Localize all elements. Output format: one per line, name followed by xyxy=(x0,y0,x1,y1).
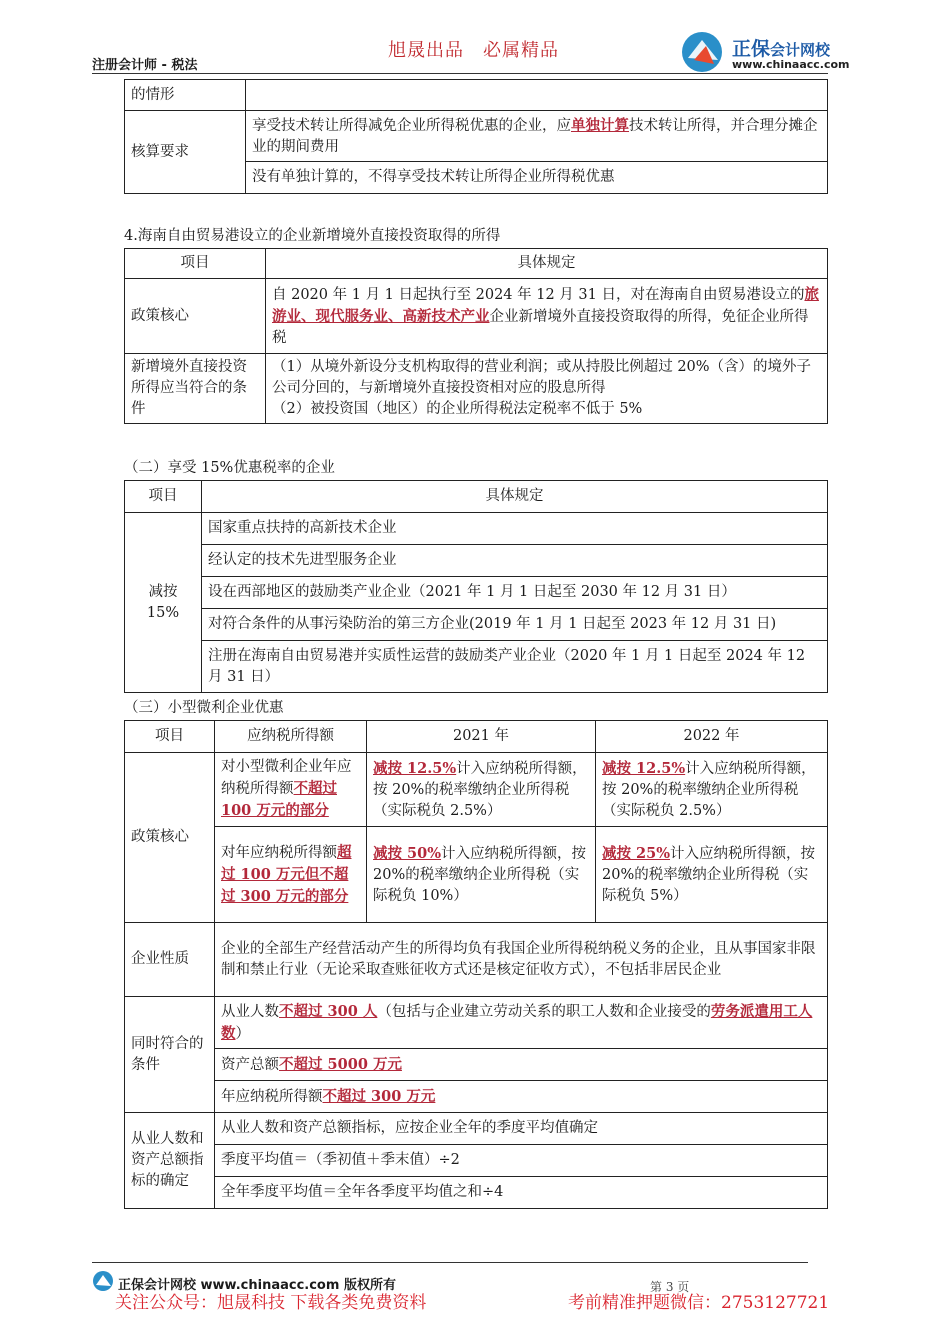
table-cell: 对符合条件的从事污染防治的第三方企业(2019 年 1 月 1 日起至 2023 年 12 月 31 日) xyxy=(202,609,828,641)
chinaacc-logo-icon xyxy=(680,30,730,74)
table-cell: 季度平均值＝（季初值＋季末值）÷2 xyxy=(215,1145,828,1177)
promo-left: 关注公众号：旭晟科技 下载各类免费资料 xyxy=(115,1293,427,1313)
table-cell: 国家重点扶持的高新技术企业 xyxy=(202,513,828,545)
table-cell: 享受技术转让所得减免企业所得税优惠的企业，应单独计算技术转让所得，并合理分摊企业的期间费用 xyxy=(246,111,828,162)
small-enterprise-table xyxy=(124,720,828,1209)
table-cell: 从业人数不超过 300 人（包括与企业建立劳动关系的职工人数和企业接受的劳务派遣用工人数） xyxy=(215,997,828,1049)
table-cell: 年应纳税所得额不超过 300 万元 xyxy=(215,1081,828,1113)
footer-divider xyxy=(92,1262,808,1263)
table-cell: 减按 25%计入应纳税所得额，按 20%的税率缴纳企业所得税（实际税负 5%） xyxy=(596,827,828,923)
table-cell: 减按 12.5%计入应纳税所得额，按 20%的税率缴纳企业所得税（实际税负 2.5%） xyxy=(367,753,596,827)
column-header: 2022 年 xyxy=(596,721,828,753)
column-header: 具体规定 xyxy=(202,481,828,513)
row-label: 新增境外直接投资所得应当符合的条件 xyxy=(125,354,266,424)
table-cell: 对小型微利企业年应纳税所得额不超过 100 万元的部分 xyxy=(215,753,367,827)
row-label: 的情形 xyxy=(125,80,246,111)
column-header: 项目 xyxy=(125,481,202,513)
column-header: 具体规定 xyxy=(266,249,828,279)
table-cell: 从业人数和资产总额指标，应按企业全年的季度平均值确定 xyxy=(215,1113,828,1145)
logo-url: www.chinaacc.com xyxy=(732,58,850,71)
table-cell: 减按 50%计入应纳税所得额，按 20%的税率缴纳企业所得税（实际税负 10%） xyxy=(367,827,596,923)
row-label: 企业性质 xyxy=(125,923,215,997)
section-caption: （三）小型微利企业优惠 xyxy=(124,700,284,716)
column-header: 项目 xyxy=(125,721,215,753)
row-label: 政策核心 xyxy=(125,279,266,354)
row-label: 政策核心 xyxy=(125,753,215,923)
rate-15-table xyxy=(124,480,828,693)
row-label: 减按 15% xyxy=(125,513,202,693)
row-label: 从业人数和资产总额指标的确定 xyxy=(125,1113,215,1209)
hainan-table xyxy=(124,248,828,424)
table-cell: 没有单独计算的，不得享受技术转让所得企业所得税优惠 xyxy=(246,162,828,194)
table-cell: 对年应纳税所得额超过 100 万元但不超过 300 万元的部分 xyxy=(215,827,367,923)
table-cell: 经认定的技术先进型服务企业 xyxy=(202,545,828,577)
table-cell: 减按 12.5%计入应纳税所得额，按 20%的税率缴纳企业所得税（实际税负 2.5%） xyxy=(596,753,828,827)
column-header: 2021 年 xyxy=(367,721,596,753)
table-cell: 企业的全部生产经营活动产生的所得均负有我国企业所得税纳税义务的企业，且从事国家非限制和禁止行业（无论采取查账征收方式还是核定征收方式），不包括非居民企业 xyxy=(215,923,828,997)
header-doc-title: 注册会计师 - 税法 xyxy=(92,58,198,73)
row-label: 同时符合的条件 xyxy=(125,997,215,1113)
footer-logo-icon xyxy=(92,1270,114,1292)
table-cell: （1）从境外新设分支机构取得的营业利润；或从持股比例超过 20%（含）的境外子公司分回的，与新增境外直接投资相对应的股息所得 （2）被投资国（地区）的企业所得税法定税率不低于 5% xyxy=(266,354,828,424)
table-cell: 全年季度平均值＝全年各季度平均值之和÷4 xyxy=(215,1177,828,1209)
table-cell: 设在西部地区的鼓励类产业企业（2021 年 1 月 1 日起至 2030 年 12 月 31 日） xyxy=(202,577,828,609)
header-slogan: 旭晟出品 必属精品 xyxy=(388,40,559,61)
promo-right: 考前精准押题微信：2753127721 xyxy=(568,1293,830,1313)
table-cell: 自 2020 年 1 月 1 日起执行至 2024 年 12 月 31 日，对在海南自由贸易港设立的旅游业、现代服务业、高新技术产业企业新增境外直接投资取得的所得，免征企业所得税 xyxy=(266,279,828,354)
column-header: 应纳税所得额 xyxy=(215,721,367,753)
section-caption: 4.海南自由贸易港设立的企业新增境外直接投资取得的所得 xyxy=(124,228,501,244)
footer-copyright: 正保会计网校 www.chinaacc.com 版权所有 xyxy=(118,1278,396,1293)
table-cell: 资产总额不超过 5000 万元 xyxy=(215,1049,828,1081)
logo-brand: 正保会计网校 xyxy=(732,38,831,60)
table-cell: 注册在海南自由贸易港并实质性运营的鼓励类产业企业（2020 年 1 月 1 日起至 2024 年 12 月 31 日） xyxy=(202,641,828,693)
section-caption: （二）享受 15%优惠税率的企业 xyxy=(124,460,335,476)
page-number: 第 3 页 xyxy=(650,1280,690,1294)
column-header: 项目 xyxy=(125,249,266,279)
row-label: 核算要求 xyxy=(125,111,246,194)
tech-transfer-table xyxy=(124,79,828,194)
